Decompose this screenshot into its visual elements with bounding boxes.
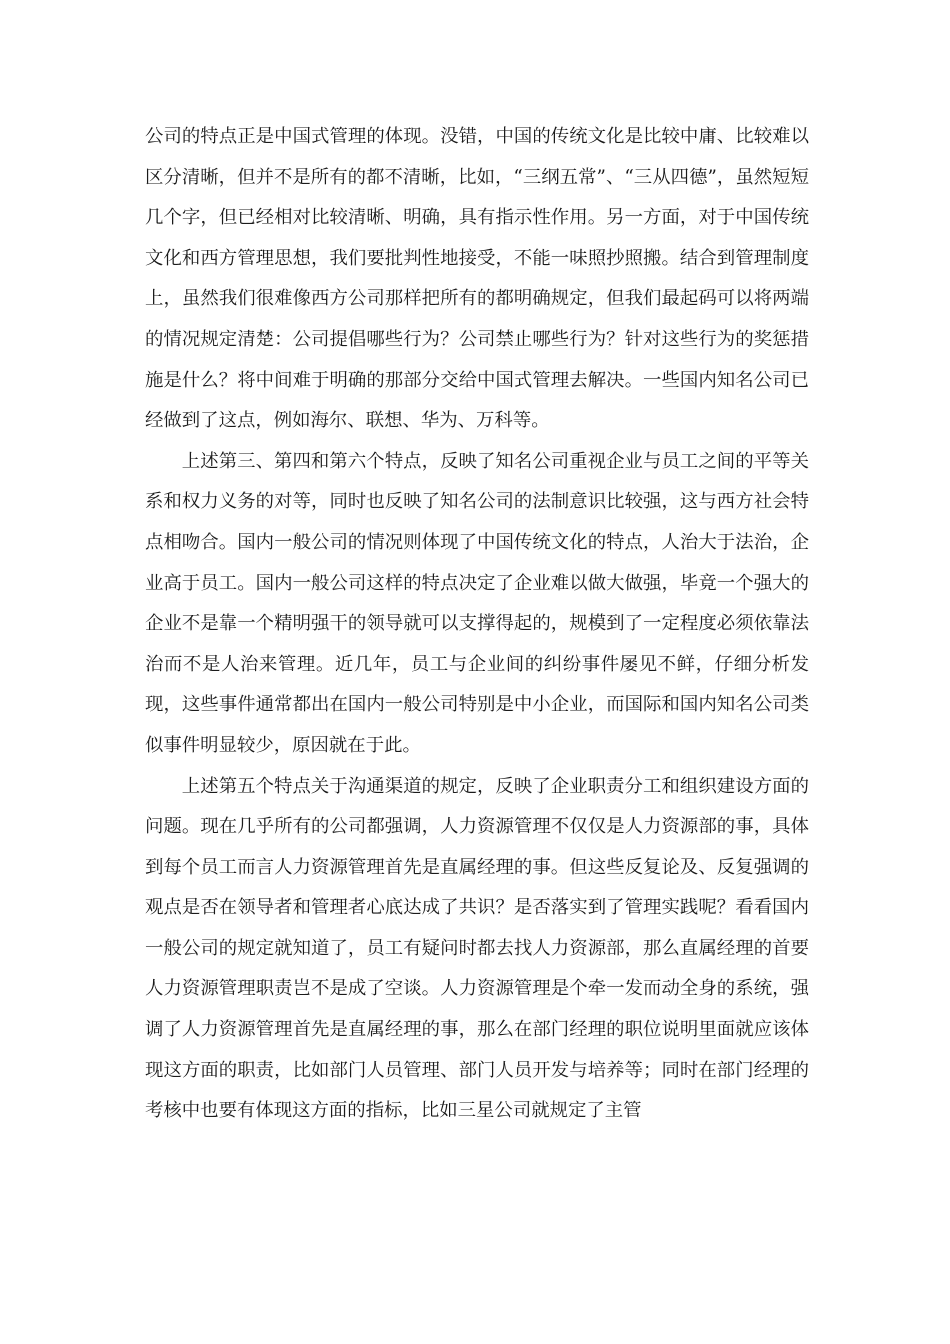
paragraph-rule-of-law: 上述第三、第四和第六个特点，反映了知名公司重视企业与员工之间的平等关系和权力义务的对等，同时也反映了知名公司的法制意识比较强，这与西方社会特点相吻合。国内一般公司的情况则体现了中国传统文化的特点，人治大于法治，企业高于员工。国内一般公司这样的特点决定了企业难以做大做强，毕竟一个强大的企业不是靠一个精明强干的领导就可以支撑得起的，规模到了一定程度必须依靠法治而不是人治来管理。近几年，员工与企业间的纠纷事件屡见不鲜，仔细分析发现，这些事件通常都出在国内一般公司特别是中小企业，而国际和国内知名公司类似事件明显较少，原因就在于此。 [145,450,809,756]
body-text [145,117,809,1132]
paragraph-communication-channels: 上述第五个特点关于沟通渠道的规定，反映了企业职责分工和组织建设方面的问题。现在几乎所有的公司都强调，人力资源管理不仅仅是人力资源部的事，具体到每个员工而言人力资源管理首先是直属经理的事。但这些反复论及、反复强调的观点是否在领导者和管理者心底达成了共识？是否落实到了管理实践呢？看看国内一般公司的规定就知道了，员工有疑问时都去找人力资源部，那么直属经理的首要人力资源管理职责岂不是成了空谈。人力资源管理是个牵一发而动全身的系统，强调了人力资源管理首先是直属经理的事，那么在部门经理的职位说明里面就应该体现这方面的职责，比如部门人员管理、部门人员开发与培养等；同时在部门经理的考核中也要有体现这方面的指标，比如三星公司就规定了主管 [145,775,809,1122]
paragraph-continued: 公司的特点正是中国式管理的体现。没错，中国的传统文化是比较中庸、比较难以区分清晰，但并不是所有的都不清晰，比如，“三纲五常”、“三从四德”，虽然短短几个字，但已经相对比较清晰、明确，具有指示性作用。另一方面，对于中国传统文化和西方管理思想，我们要批判性地接受，不能一味照抄照搬。结合到管理制度上，虽然我们很难像西方公司那样把所有的都明确规定，但我们最起码可以将两端的情况规定清楚：公司提倡哪些行为？公司禁止哪些行为？针对这些行为的奖惩措施是什么？将中间难于明确的那部分交给中国式管理去解决。一些国内知名公司已经做到了这点，例如海尔、联想、华为、万科等。 [145,126,809,432]
